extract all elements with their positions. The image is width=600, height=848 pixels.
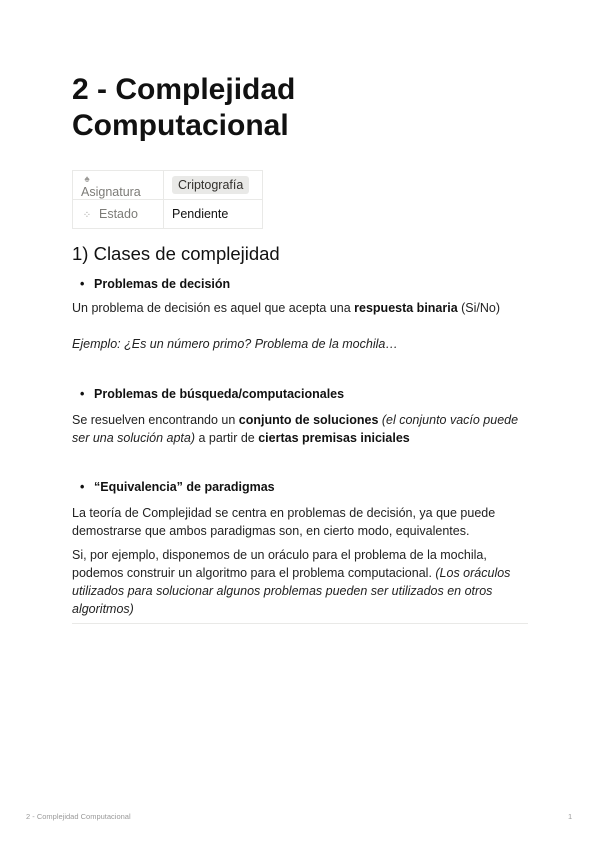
property-value[interactable]: Pendiente <box>164 200 263 229</box>
section-heading: 1) Clases de complejidad <box>72 243 280 264</box>
subject-tag[interactable]: Criptografía <box>172 176 249 194</box>
loading-icon: ⁘ <box>82 210 92 221</box>
paragraph: Si, por ejemplo, disponemos de un oráculo para el problema de la mochila, podemos construir un algoritmo para el problema computacional. (Los oráculos utilizados para solucionar algunos problemas pueden ser utilizados en otros algoritmos) <box>72 548 511 616</box>
paragraph: La teoría de Complejidad se centra en problemas de decisión, ya que puede demostrarse que ambos paradigmas son, en cierto modo, equivalentes. <box>72 506 496 538</box>
page-title: 2 - Complejidad Computacional <box>72 73 296 142</box>
shape-icon: ♠ <box>84 174 90 185</box>
paragraph: Se resuelven encontrando un conjunto de soluciones (el conjunto vacío puede ser una solución apta) a partir de ciertas premisas iniciales <box>72 413 519 445</box>
properties-table <box>72 170 263 229</box>
bullet-item: • Problemas de búsqueda/computacionales <box>72 385 554 403</box>
paragraph: Un problema de decisión es aquel que acepta una respuesta binaria (Si/No) <box>72 301 501 315</box>
example-paragraph: Ejemplo: ¿Es un número primo? Problema de la mochila… <box>72 337 398 351</box>
property-row-estado <box>73 200 263 229</box>
divider <box>72 623 528 624</box>
property-key: ♠Asignatura <box>73 171 164 200</box>
property-key: ⁘ Estado <box>73 200 164 229</box>
bullet-item: • “Equivalencia” de paradigmas <box>72 478 554 496</box>
footer-title: 2 - Complejidad Computacional <box>26 812 131 821</box>
bullet-item: • Problemas de decisión <box>72 275 554 293</box>
property-row-asignatura <box>73 171 263 200</box>
page-number: 1 <box>568 812 573 821</box>
property-value[interactable] <box>164 171 263 200</box>
